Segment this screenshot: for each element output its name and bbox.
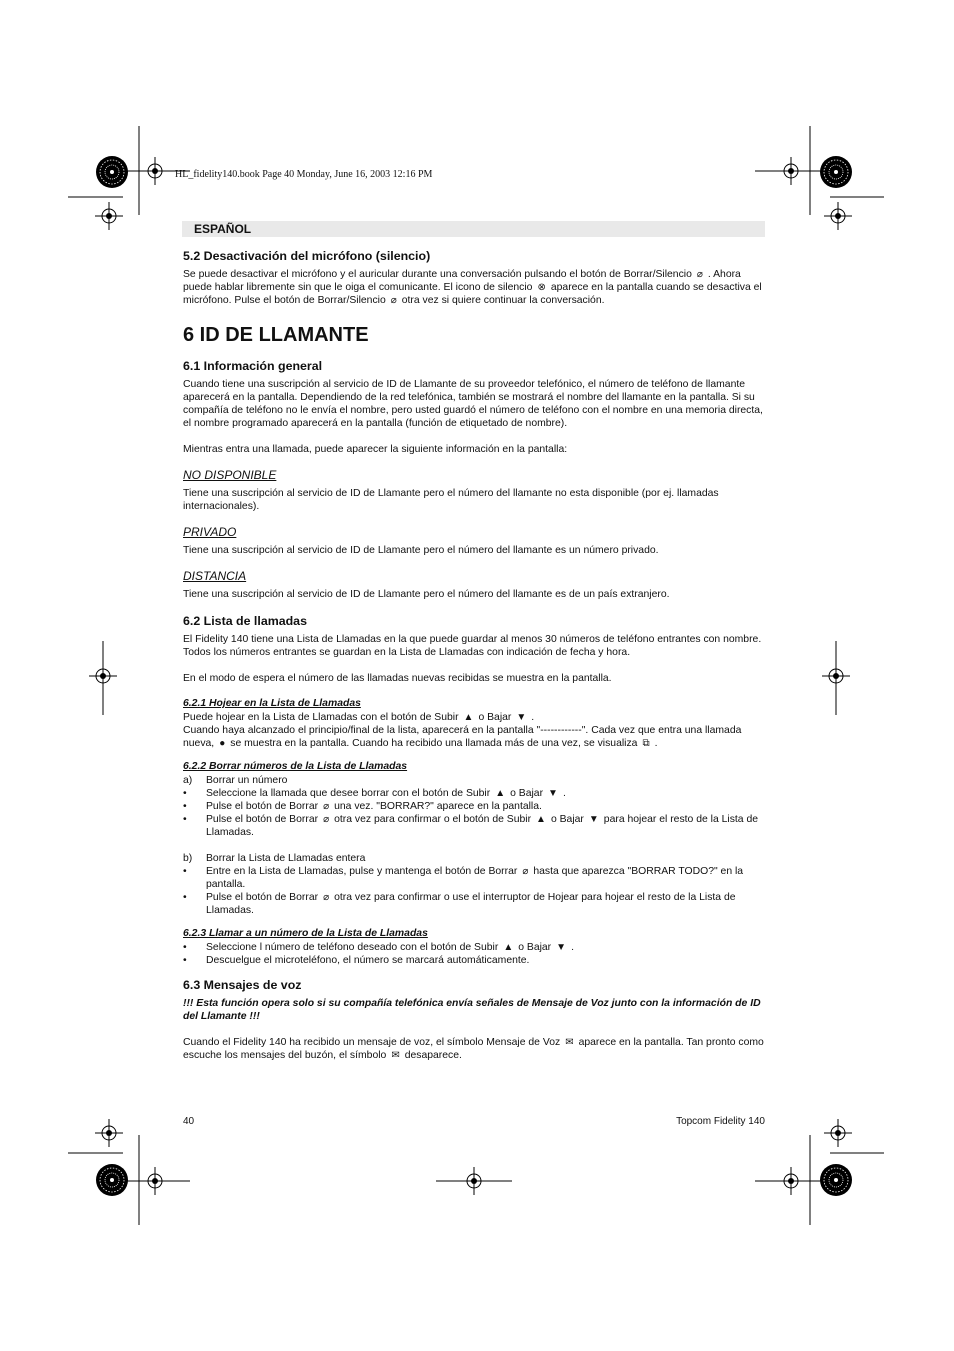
section-5-2-text [183,268,765,307]
section-6-2-1-line2 [183,724,765,750]
section-5-2-title: 5.2 Desactivación del micrófono (silencio) [183,249,431,263]
text-segment: una vez. "BORRAR?" aparece en la pantalla. [334,801,542,812]
display-state-label: PRIVADO [183,525,237,539]
delete-icon: ⌀ [696,269,703,280]
mail-icon: ✉ [391,1050,400,1061]
text-segment: otra vez para confirmar o el botón de Subir [334,814,532,825]
text-segment: Cuando haya alcanzado el principio/final de la lista, aparecerá en la pantalla "------------". Cada vez que entra una llamada nueva, [183,725,742,749]
chapter-title: 6 ID DE LLAMANTE [183,324,369,346]
text-segment: o Bajar [518,942,552,953]
bullet: • [183,955,187,966]
list-item [183,813,765,839]
list-item [183,774,765,787]
delete-all-list [183,852,765,917]
text-segment: o Bajar [478,712,512,723]
up-arrow-icon: ▲ [536,814,546,825]
section-6-2-1-line1 [183,711,765,724]
section-6-2-3-title: 6.2.3 Llamar a un número de la Lista de Llamadas [183,928,428,939]
footer-brand: Topcom Fidelity 140 [676,1116,765,1127]
repeat-call-icon: ⧉ [642,738,650,749]
text-segment: Puede hojear en la Lista de Llamadas con el botón de Subir [183,712,459,723]
display-state-label: DISTANCIA [183,569,247,583]
bullet: • [183,801,187,812]
delete-icon: ⌀ [522,866,529,877]
text-segment: desaparece. [404,1050,462,1061]
bullet: • [183,788,187,799]
section-6-2-2-title: 6.2.2 Borrar números de la Lista de Llamadas [183,761,408,772]
text-segment: Pulse el botón de Borrar [206,801,319,812]
list-marker: a) [183,775,193,786]
text-segment: aparece en la pantalla cuando se desactiva el micrófono. Pulse el botón de Borrar/Silencio [183,282,762,306]
mail-icon: ✉ [565,1037,574,1048]
down-arrow-icon: ▼ [588,814,599,825]
list-item [183,852,765,865]
voice-mail-note: !!! Esta función opera solo si su compañía telefónica envía señales de Mensaje de Voz junto con la información de ID del Llamante !!! [183,998,761,1022]
text-segment: o Bajar [510,788,544,799]
section-6-3-text [183,1036,765,1062]
up-arrow-icon: ▲ [495,788,506,799]
list-item [183,865,765,891]
section-6-2-p1: El Fidelity 140 tiene una Lista de Llamadas en la que puede guardar al menos 30 números de teléfono entrantes con nombre. Todos los números entrantes se guardan en la Lista de Llamadas con indicación de fecha y hora. [183,634,762,658]
delete-icon: ⌀ [323,801,330,812]
page-number: 40 [183,1116,195,1127]
dial-list [183,941,765,967]
new-call-dot-icon: ● [219,738,226,749]
text-segment: . [562,788,566,799]
list-item [183,787,765,800]
text-segment: o Bajar [550,814,584,825]
up-arrow-icon: ▲ [463,712,474,723]
bullet: • [183,942,187,953]
text-segment: hasta que aparezca "BORRAR TODO?" en la pantalla. [206,866,744,890]
section-6-2-title: 6.2 Lista de llamadas [183,614,307,628]
text-segment: para hojear el resto de la Lista de Llamadas. [206,814,759,838]
delete-icon: ⌀ [323,814,330,825]
delete-icon: ⌀ [323,892,330,903]
bullet: • [183,892,187,903]
bullet: • [183,814,187,825]
text-segment: Pulse el botón de Borrar [206,814,319,825]
text-segment: . [654,738,658,749]
text-segment: Seleccione l número de teléfono deseado con el botón de Subir [206,942,499,953]
text-segment: Se puede desactivar el micrófono y el auricular durante una conversación pulsando el botón de Borrar/Silencio [183,269,692,280]
display-state-text: Tiene una suscripción al servicio de ID de Llamante pero el número del llamante es de un país extranjero. [183,589,670,600]
down-arrow-icon: ▼ [516,712,527,723]
text-segment: se muestra en la pantalla. Cuando ha recibido una llamada más de una vez, se visualiza [230,738,638,749]
down-arrow-icon: ▼ [548,788,558,799]
text-segment: . [531,712,535,723]
section-6-1-title: 6.1 Información general [183,359,323,373]
page-content [183,250,765,1062]
list-item [183,954,765,967]
language-bar [182,221,765,237]
up-arrow-icon: ▲ [503,942,514,953]
section-6-1-p2: Mientras entra una llamada, puede aparecer la siguiente información en la pantalla: [183,444,568,455]
list-item [183,800,765,813]
text-segment: . [571,942,574,953]
delete-single-list [183,774,765,839]
mute-icon: ⊗ [537,282,546,293]
text-segment: otra vez para confirmar o use el interruptor de Hojear para hojear el resto de la Lista de Llamadas. [206,892,736,916]
delete-icon: ⌀ [390,295,397,306]
section-6-1-p1: Cuando tiene una suscripción al servicio de ID de Llamante de su proveedor telefónico, el número de teléfono de llamante aparecerá en la pantalla. Dependiendo de la red telefónica, también se mostrará el nombre del llamante en la pantalla. Si su compañía de teléfono no le envía el nombre, pero usted guardó el número de teléfono con el nombre en una memoria directa, el nombre programado aparecerá en la pantalla (función de etiquetado de nombre). [183,379,763,429]
display-state-text: Tiene una suscripción al servicio de ID de Llamante pero el número del llamante es un número privado. [183,545,659,556]
section-6-3-title: 6.3 Mensajes de voz [183,978,302,992]
down-arrow-icon: ▼ [556,942,567,953]
text-segment: Pulse el botón de Borrar [206,892,319,903]
display-state-label: NO DISPONIBLE [183,468,277,482]
section-6-2-p2: En el modo de espera el número de las llamadas nuevas recibidas se muestra en la pantalla. [183,673,612,684]
list-marker: b) [183,853,193,864]
text-segment: Entre en la Lista de Llamadas, pulse y mantenga el botón de Borrar [206,866,518,877]
display-state-text: Tiene una suscripción al servicio de ID de Llamante pero el número del llamante no esta disponible (por ej. llamadas internacionales). [183,488,719,512]
text-segment: Cuando el Fidelity 140 ha recibido un mensaje de voz, el símbolo Mensaje de Voz [183,1037,561,1048]
list-item [183,941,765,954]
text-segment: otra vez si quiere continuar la conversación. [401,295,605,306]
language-label: ESPAÑOL [194,222,252,236]
text-segment: . Ahora puede hablar libremente sin que le oiga el comunicante. El icono de silencio [183,269,741,293]
text-segment: Seleccione la llamada que desee borrar con el botón de Subir [206,788,491,799]
text-segment: Borrar la Lista de Llamadas entera [206,853,366,864]
text-segment: Borrar un número [206,775,288,786]
print-header: HL_fidelity140.book Page 40 Monday, June 16, 2003 12:16 PM [175,169,433,180]
text-segment: aparece en la pantalla. Tan pronto como escuche los mensajes del buzón, el símbolo [183,1037,764,1061]
bullet: • [183,866,187,877]
list-item [183,891,765,917]
text-segment: Descuelgue el microteléfono, el número se marcará automáticamente. [206,955,530,966]
section-6-2-1-title: 6.2.1 Hojear en la Lista de Llamadas [183,698,361,709]
